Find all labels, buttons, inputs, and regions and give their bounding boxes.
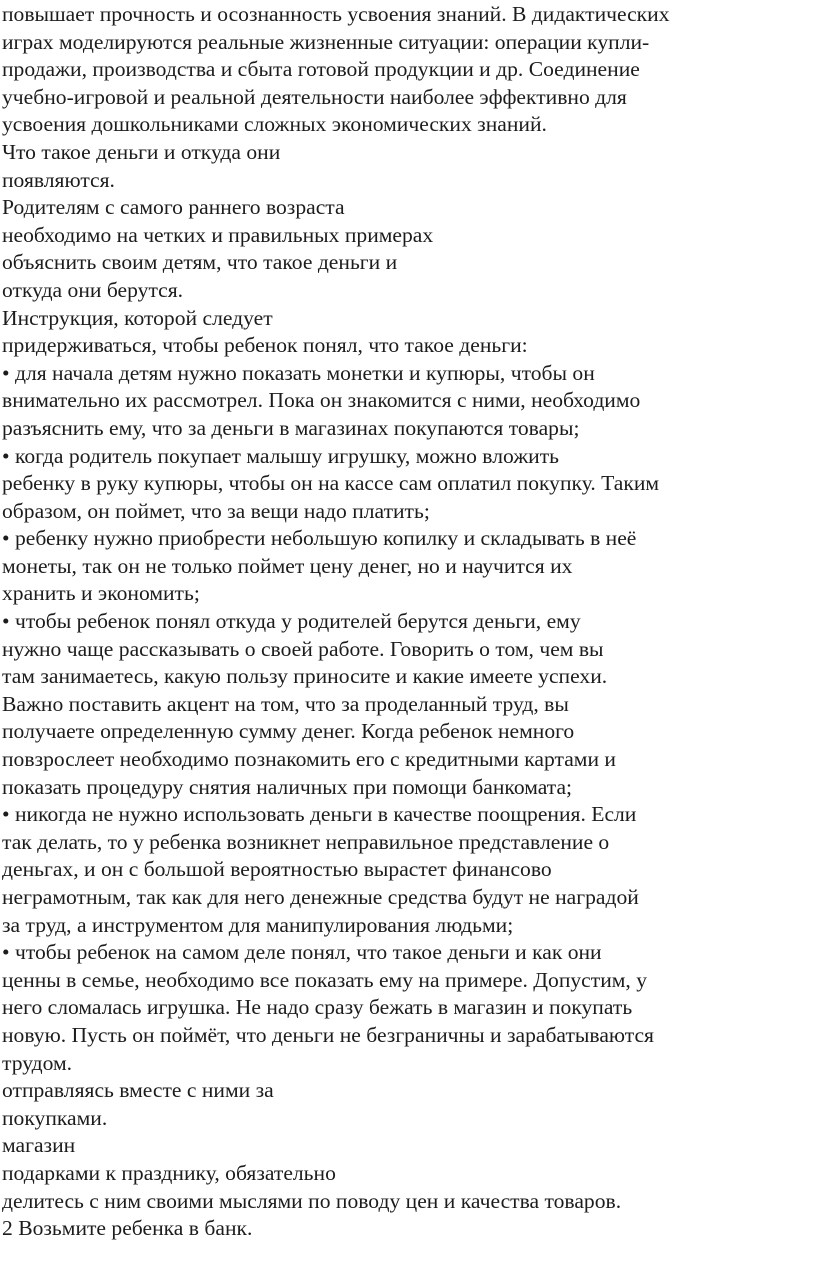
text-line: играх моделируются реальные жизненные ситуации: операции купли-	[2, 29, 650, 54]
text-line: придерживаться, чтобы ребенок понял, что такое деньги:	[2, 333, 528, 358]
text-line: за труд, а инструментом для манипулирования людьми;	[2, 912, 514, 937]
text-line: неграмотным, так как для него денежные средства будут не наградой	[2, 885, 639, 909]
text-line: продажи, производства и сбыта готовой продукции и др. Соединение	[2, 57, 640, 82]
bullet-line: • чтобы ребенок на самом деле понял, что такое деньги и как они	[2, 940, 602, 965]
text-line: внимательно их рассмотрел. Пока он знакомится с ними, необходимо	[2, 388, 641, 413]
text-line: нужно чаще рассказывать о своей работе. Говорить о том, чем вы	[2, 636, 604, 661]
section-heading-line: появляются.	[2, 167, 115, 192]
text-line: Родителям с самого раннего возраста	[2, 195, 345, 220]
text-line: монеты, так он не только поймет цену денег, но и научится их	[2, 553, 573, 578]
text-line: отправляясь вместе с ними за	[2, 1078, 274, 1103]
text-line: разъяснить ему, что за деньги в магазинах покупаются товары;	[2, 415, 580, 440]
text-line: получаете определенную сумму денег. Когда ребенок немного	[2, 719, 575, 744]
numbered-line: 2 Возьмите ребенка в банк.	[2, 1216, 253, 1241]
text-line: ребенку в руку купюры, чтобы он на кассе сам оплатил покупку. Таким	[2, 471, 660, 496]
text-line: хранить и экономить;	[2, 581, 200, 606]
text-line: трудом.	[2, 1050, 73, 1075]
text-line: ценны в семье, необходимо все показать ему на примере. Допустим, у	[2, 967, 648, 992]
text-line: образом, он поймет, что за вещи надо платить;	[2, 498, 430, 523]
text-line: усвоения дошкольниками сложных экономических знаний.	[2, 112, 547, 137]
bullet-line: • чтобы ребенок понял откуда у родителей берутся деньги, ему	[2, 609, 581, 634]
bullet-line: • для начала детям нужно показать монетки и купюры, чтобы он	[2, 360, 595, 385]
text-line: учебно-игровой и реальной деятельности наиболее эффективно для	[2, 84, 627, 109]
text-line: новую. Пусть он поймёт, что деньги не безграничны и зарабатываются	[2, 1022, 654, 1047]
text-line: него сломалась игрушка. Не надо сразу бежать в магазин и покупать	[2, 995, 633, 1020]
text-line: показать процедуру снятия наличных при помощи банкомата;	[2, 774, 573, 799]
text-line: магазин	[2, 1133, 76, 1158]
bullet-line: • никогда не нужно использовать деньги в качестве поощрения. Если	[2, 802, 637, 827]
text-line: так делать, то у ребенка возникнет неправильное представление о	[2, 829, 610, 854]
bullet-line: • ребенку нужно приобрести небольшую копилку и складывать в неё	[2, 526, 637, 551]
bullet-line: • когда родитель покупает малышу игрушку, можно вложить	[2, 443, 560, 468]
text-line: откуда они берутся.	[2, 277, 184, 302]
text-line: повышает прочность и осознанность усвоения знаний. В дидактических	[2, 2, 670, 26]
text-line: деньгах, и он с большой вероятностью вырастет финансово	[2, 857, 552, 882]
text-line: необходимо на четких и правильных примерах	[2, 222, 434, 247]
text-line: покупками.	[2, 1105, 108, 1130]
text-line: Важно поставить акцент на том, что за проделанный труд, вы	[2, 691, 569, 716]
text-line: повзрослеет необходимо познакомить его с кредитными картами и	[2, 747, 616, 772]
text-line: объяснить своим детям, что такое деньги и	[2, 250, 398, 275]
text-line: там занимаетесь, какую пользу приносите и какие имеете успехи.	[2, 664, 608, 689]
section-heading-line: Что такое деньги и откуда они	[2, 139, 281, 164]
text-line: Инструкция, которой следует	[2, 305, 273, 330]
text-line: делитесь с ним своими мыслями по поводу цен и качества товаров.	[2, 1188, 622, 1213]
text-line: подарками к празднику, обязательно	[2, 1160, 336, 1185]
